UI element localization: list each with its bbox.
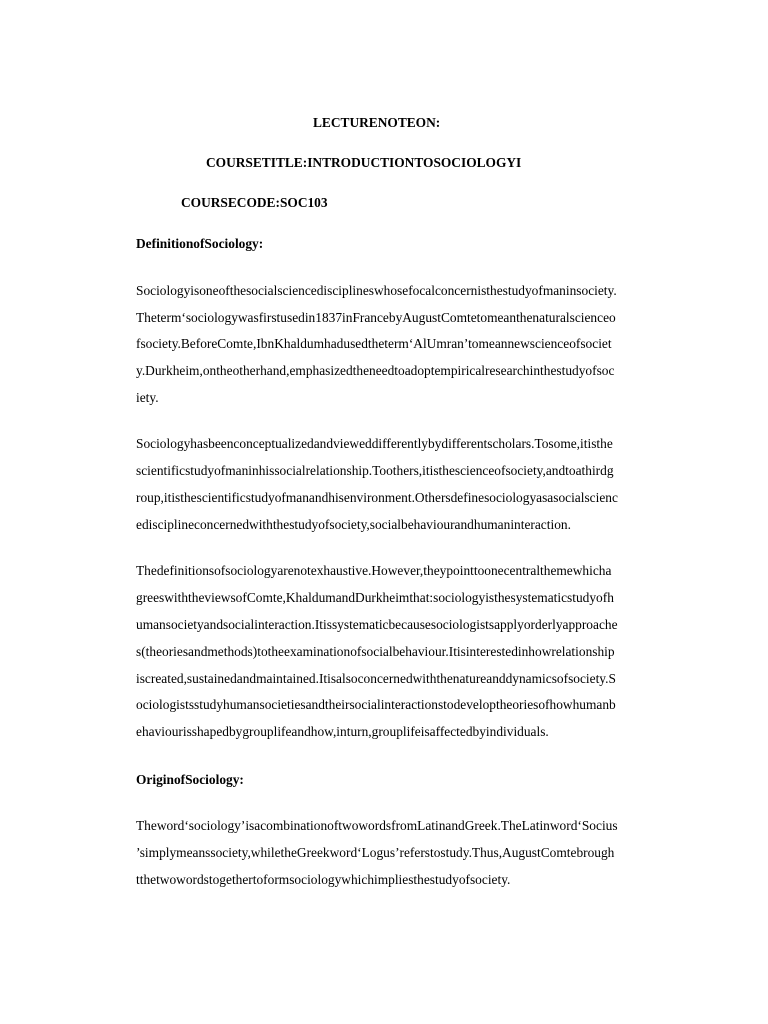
paragraph-line: ociologistsstudyhumansocietiesandtheirsocialinteractionstodeveloptheoriesofhowhumanb <box>136 697 616 712</box>
paragraph-line: Sociologyisoneofthesocialsciencedisciplineswhosefocalconcernisthestudyofmaninsociety. <box>136 283 617 298</box>
paragraph-line: edisciplineconcernedwiththestudyofsociety,socialbehaviourandhumaninteraction. <box>136 517 571 532</box>
paragraph-line: roup,itisthescientificstudyofmanandhisenvironment.Othersdefinesociologyasasocialscienc <box>136 490 618 505</box>
paragraph-line: Sociologyhasbeenconceptualizedandvieweddifferentlybydifferentscholars.Tosome,itisthe <box>136 436 613 451</box>
paragraph-line: fsociety.BeforeComte,IbnKhaldumhadusedtheterm‘AlUmran’tomeannewscienceofsociet <box>136 336 612 351</box>
course-code: COURSECODE:SOC103 <box>181 195 328 210</box>
paragraph-line: iscreated,sustainedandmaintained.Itisalsoconcernedwiththenatureanddynamicsofsociety.S <box>136 671 616 686</box>
section-heading-origin: OriginofSociology: <box>136 772 244 787</box>
paragraph-line: greeswiththeviewsofComte,KhaldumandDurkheimthat:sociologyisthesystematicstudyofh <box>136 590 614 605</box>
paragraph-line: tthetwowordstogethertoformsociologywhichimpliesthestudyofsociety. <box>136 872 511 887</box>
paragraph-line: y.Durkheim,ontheotherhand,emphasizedtheneedtoadoptempiricalresearchinthestudyofsoc <box>136 363 615 378</box>
paragraph-line: s(theoriesandmethods)totheexaminationofsocialbehaviour.Itisinterestedinhowrelationship <box>136 644 615 659</box>
paragraph-line: ’simplymeanssociety,whiletheGreekword‘Logus’referstostudy.Thus,AugustComtebrough <box>136 845 615 860</box>
paragraph-line: Theterm‘sociologywasfirstusedin1837inFrancebyAugustComtetomeanthenaturalscienceo <box>136 310 616 325</box>
paragraph-line: Thedefinitionsofsociologyarenotexhaustive.However,theypointtoonecentralthemewhicha <box>136 563 612 578</box>
section-heading-definition: DefinitionofSociology: <box>136 236 264 251</box>
lecture-note-title: LECTURENOTEON: <box>313 115 441 130</box>
paragraph-line: ehaviourisshapedbygrouplifeandhow,inturn,grouplifeisaffectedbyindividuals. <box>136 724 549 739</box>
course-title: COURSETITLE:INTRODUCTIONTOSOCIOLOGYI <box>206 155 522 170</box>
paragraph-line: umansocietyandsocialinteraction.Itissystematicbecausesociologistsapplyorderlyapproache <box>136 617 618 632</box>
paragraph-line: iety. <box>136 390 159 405</box>
paragraph-line: scientificstudyofmaninhissocialrelationship.Toothers,itisthescienceofsociety,andtoathirdg <box>136 463 614 478</box>
paragraph-line: Theword‘sociology’isacombinationoftwowordsfromLatinandGreek.TheLatinword‘Socius <box>136 818 618 833</box>
